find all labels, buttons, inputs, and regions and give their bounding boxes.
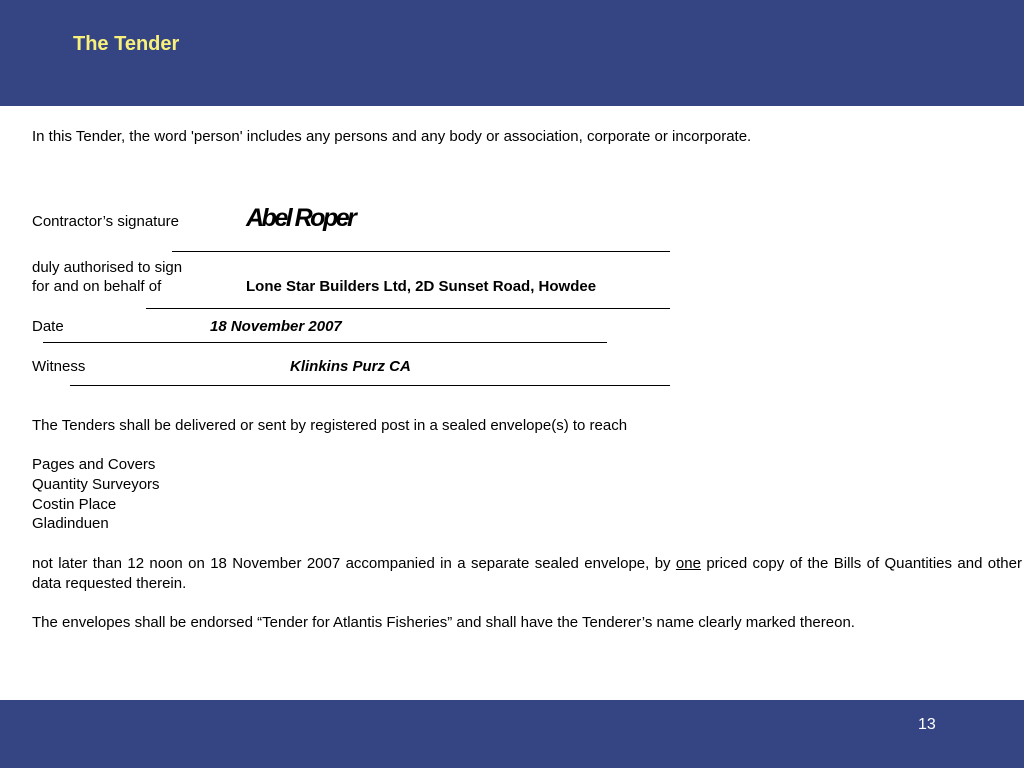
- address-line: Gladinduen: [32, 515, 109, 532]
- company-name: Lone Star Builders Ltd, 2D Sunset Road, Howdee: [246, 278, 597, 295]
- page-number: 13: [918, 716, 936, 733]
- contractor-signature: Abel Roper: [246, 204, 355, 232]
- address-line: Quantity Surveyors: [32, 476, 160, 493]
- endorsement-text: The envelopes shall be endorsed “Tender for Atlantis Fisheries” and shall have the Tenderer’s name clearly marked thereon.: [32, 614, 855, 631]
- company-line: [146, 308, 670, 309]
- intro-text: In this Tender, the word 'person' includes any persons and any body or association, corporate or incorporate.: [32, 128, 752, 145]
- signature-line: [172, 251, 670, 252]
- date-value: 18 November 2007: [210, 318, 342, 335]
- authorised-label-line2: for and on behalf of: [32, 278, 162, 295]
- witness-line: [70, 385, 670, 386]
- footer-band: [0, 700, 1024, 768]
- date-line: [43, 342, 607, 343]
- deadline-paragraph: [32, 554, 1022, 594]
- deadline-text-end: priced copy of the Bills of Quantities and other data requested therein.: [32, 555, 1022, 592]
- header-band: [0, 0, 1024, 106]
- witness-value: Klinkins Purz CA: [290, 358, 411, 375]
- date-label: Date: [32, 318, 64, 335]
- deadline-text-start: not later than 12 noon on 18 November 2007 accompanied in a separate sealed envelope, by: [32, 555, 676, 572]
- address-line: Costin Place: [32, 496, 117, 513]
- witness-label: Witness: [32, 358, 86, 375]
- deadline-emphasis: one: [675, 555, 701, 572]
- authorised-label-line1: duly authorised to sign: [32, 259, 183, 276]
- contractor-signature-label: Contractor’s signature: [32, 213, 180, 230]
- delivery-intro: The Tenders shall be delivered or sent by registered post in a sealed envelope(s) to reach: [32, 417, 628, 434]
- slide-title: The Tender: [73, 33, 180, 55]
- address-line: Pages and Covers: [32, 456, 156, 473]
